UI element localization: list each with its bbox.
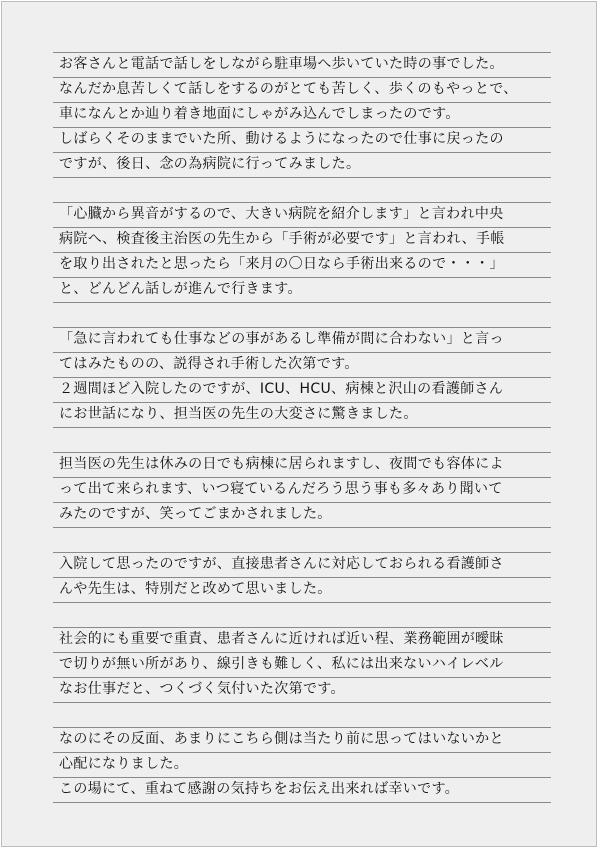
ruled-line xyxy=(53,102,551,127)
line-text: なお仕事だと、つくづく気付いた次第です。 xyxy=(59,681,345,697)
letter-page xyxy=(1,1,597,847)
line-text: ２週間ほど入院したのですが、ICU、HCU、病棟と沢山の看護師さん xyxy=(59,381,504,397)
line-text: ですが、後日、念の為病院に行ってみました。 xyxy=(59,156,361,172)
ruled-line xyxy=(53,777,551,802)
ruled-line xyxy=(53,627,551,652)
ruled-line xyxy=(53,152,551,177)
ruled-line xyxy=(53,402,551,427)
ruled-line xyxy=(53,227,551,252)
line-text: 入院して思ったのですが、直接患者さんに対応しておられる看護師さ xyxy=(59,556,504,572)
ruled-line xyxy=(53,202,551,227)
line-text: んや先生は、特別だと改めて思いました。 xyxy=(59,581,332,597)
ruled-line xyxy=(53,552,551,577)
ruled-line xyxy=(53,527,551,552)
ruled-line xyxy=(53,702,551,727)
ruled-line xyxy=(53,302,551,327)
ruled-line xyxy=(53,377,551,402)
line-text: と、どんどん話しが進んで行きます。 xyxy=(59,281,302,297)
line-text: 「急に言われても仕事などの事があるし準備が間に合わない」と言っ xyxy=(59,331,504,347)
ruled-line xyxy=(53,727,551,752)
line-text: この場にて、重ねて感謝の気持ちをお伝え出来れば幸いです。 xyxy=(59,781,460,797)
line-text: なのにその反面、あまりにこちら側は当たり前に思ってはいないかと xyxy=(59,731,504,747)
ruled-line xyxy=(53,77,551,102)
ruled-line xyxy=(53,577,551,602)
ruled-line xyxy=(53,177,551,202)
line-text: 車になんとか辿り着き地面にしゃがみ込んでしまったのです。 xyxy=(59,106,460,122)
line-text: を取り出されたと思ったら「来月の〇日なら手術出来るので・・・」 xyxy=(59,256,504,272)
line-text: 心配になりました。 xyxy=(59,756,189,772)
ruled-line xyxy=(53,752,551,777)
ruled-line xyxy=(53,652,551,677)
ruled-line xyxy=(53,52,551,77)
bottom-rule xyxy=(53,802,551,803)
ruled-line xyxy=(53,477,551,502)
ruled-line xyxy=(53,502,551,527)
line-text: 担当医の先生は休みの日でも病棟に居られますし、夜間でも容体によ xyxy=(59,456,504,472)
ruled-line xyxy=(53,452,551,477)
line-text: なんだか息苦しくて話しをするのがとても苦しく、歩くのもやっとで、 xyxy=(59,81,518,97)
line-text: 社会的にも重要で重責、患者さんに近ければ近い程、業務範囲が曖昧 xyxy=(59,631,504,647)
ruled-line xyxy=(53,352,551,377)
ruled-lines xyxy=(53,52,551,803)
ruled-line xyxy=(53,677,551,702)
ruled-line xyxy=(53,602,551,627)
line-text: 「心臓から異音がするので、大きい病院を紹介します」と言われ中央 xyxy=(59,206,504,222)
ruled-line xyxy=(53,252,551,277)
line-text: にお世話になり、担当医の先生の大変さに驚きました。 xyxy=(59,406,418,422)
ruled-line xyxy=(53,427,551,452)
line-text: お客さんと電話で話しをしながら駐車場へ歩いていた時の事でした。 xyxy=(59,56,504,72)
line-text: しばらくそのままでいた所、動けるようになったので仕事に戻ったの xyxy=(59,131,504,147)
line-text: てはみたものの、説得され手術した次第です。 xyxy=(59,356,359,372)
line-text: 病院へ、検査後主治医の先生から「手術が必要です」と言われ、手帳 xyxy=(59,231,505,247)
ruled-line xyxy=(53,277,551,302)
line-text: って出て来られます、いつ寝ているんだろう思う事も多々あり聞いて xyxy=(59,481,503,497)
line-text: で切りが無い所があり、線引きも難しく、私には出来ないハイレベル xyxy=(59,656,504,672)
line-text: みたのですが、笑ってごまかされました。 xyxy=(59,506,332,522)
ruled-line xyxy=(53,127,551,152)
ruled-line xyxy=(53,327,551,352)
